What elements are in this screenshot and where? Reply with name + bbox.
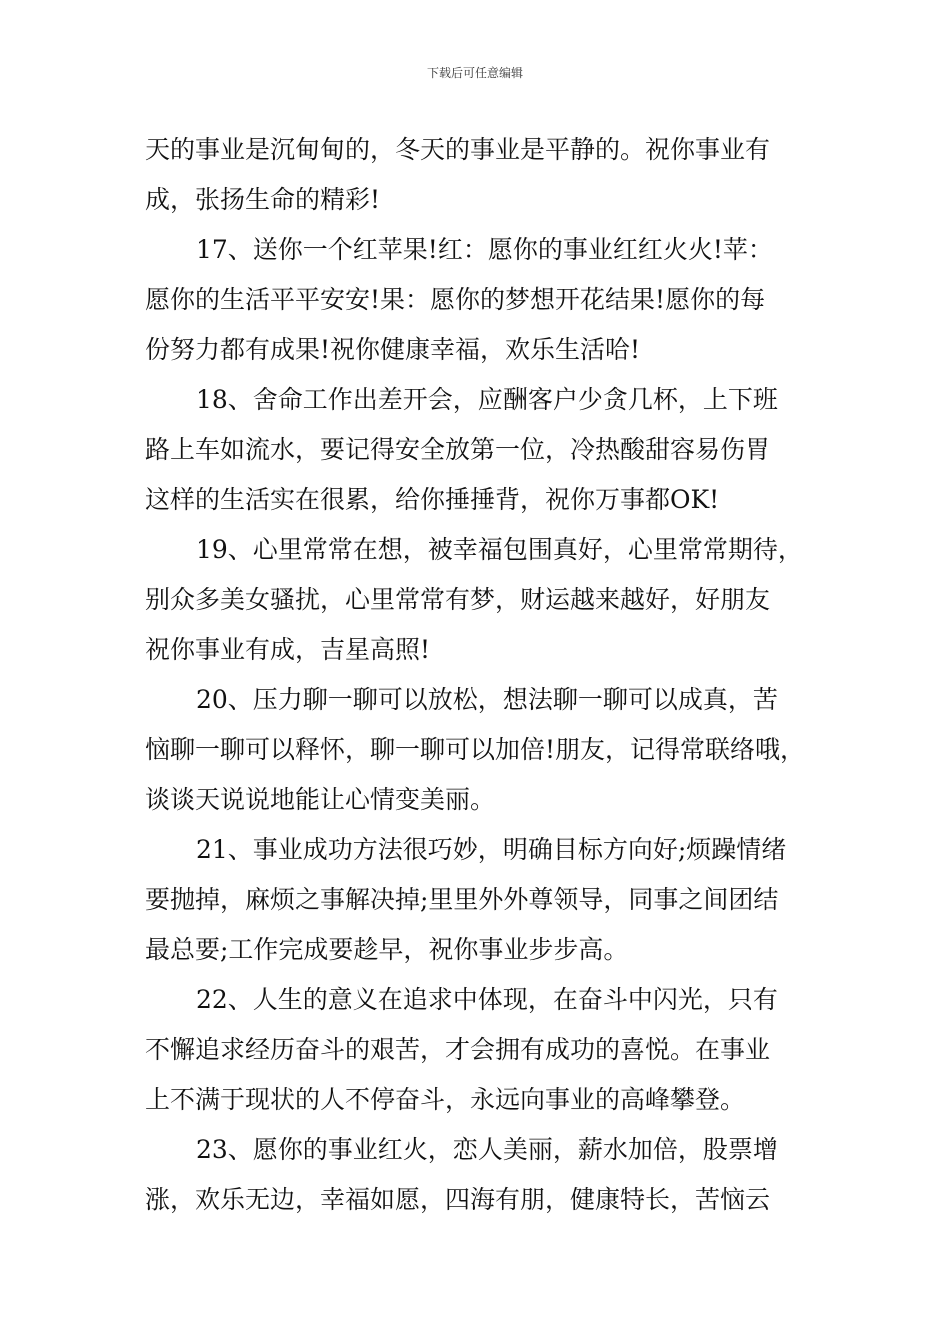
text-line: 18、舍命工作出差开会，应酬客户少贪几杯，上下班 (196, 385, 778, 414)
text-line: 上不满于现状的人不停奋斗，永远向事业的高峰攀登。 (145, 1085, 746, 1114)
text-line: 21、事业成功方法很巧妙，明确目标方向好;烦躁情绪 (196, 835, 787, 864)
text-line: 天的事业是沉甸甸的，冬天的事业是平静的。祝你事业有 (145, 135, 771, 164)
text-line: 最总要;工作完成要趁早，祝你事业步步高。 (145, 935, 629, 964)
text-line: 愿你的生活平平安安!果：愿你的梦想开花结果!愿你的每 (145, 285, 766, 314)
text-line: 22、人生的意义在追求中体现，在奋斗中闪光，只有 (196, 985, 778, 1014)
text-line: 19、心里常常在想，被幸福包围真好，心里常常期待， (196, 535, 803, 564)
text-line: 路上车如流水，要记得安全放第一位，冷热酸甜容易伤胃 (145, 435, 771, 464)
text-line: 不懈追求经历奋斗的艰苦，才会拥有成功的喜悦。在事业 (145, 1035, 771, 1064)
text-line: 别众多美女骚扰，心里常常有梦，财运越来越好，好朋友 (145, 585, 771, 614)
text-line: 20、压力聊一聊可以放松，想法聊一聊可以成真，苦 (196, 685, 778, 714)
text-line: 要抛掉，麻烦之事解决掉;里里外外尊领导，同事之间团结 (145, 885, 779, 914)
text-line: 份努力都有成果!祝你健康幸福，欢乐生活哈! (145, 335, 641, 364)
text-line: 谈谈天说说地能让心情变美丽。 (145, 785, 496, 814)
text-line: 祝你事业有成，吉星高照! (145, 635, 431, 664)
text-line: 涨，欢乐无边，幸福如愿，四海有朋，健康特长，苦恼云 (145, 1185, 771, 1214)
text-line: 17、送你一个红苹果!红：愿你的事业红红火火!苹： (196, 235, 773, 264)
text-line: 成，张扬生命的精彩! (145, 185, 381, 214)
page-header: 下载后可任意编辑 (426, 66, 523, 80)
text-line: 这样的生活实在很累，给你捶捶背，祝你万事都OK! (145, 485, 720, 514)
text-line: 恼聊一聊可以释怀，聊一聊可以加倍!朋友，记得常联络哦， (145, 735, 806, 764)
text-line: 23、愿你的事业红火，恋人美丽，薪水加倍，股票增 (196, 1135, 778, 1164)
